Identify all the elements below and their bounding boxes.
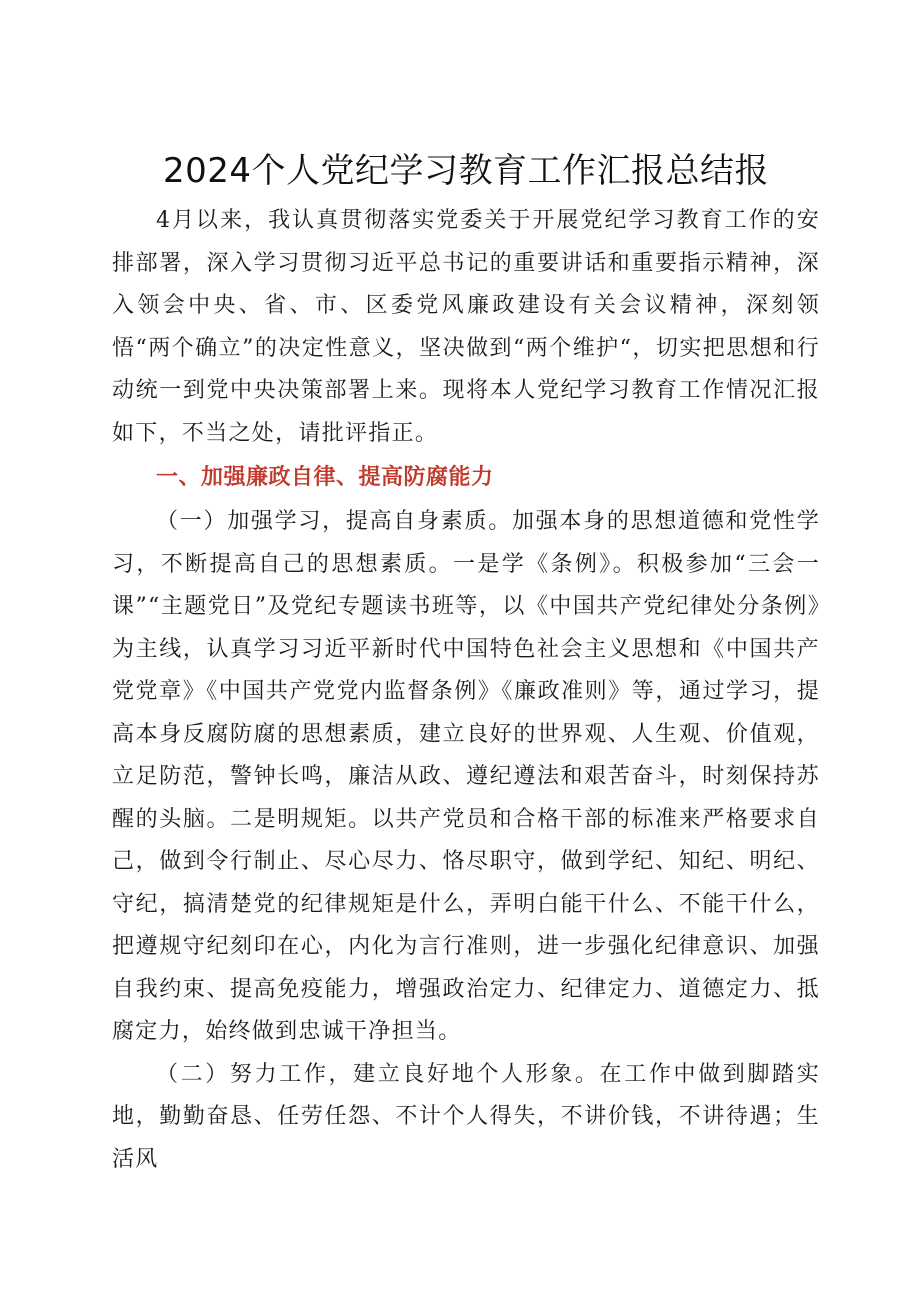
intro-paragraph: 4月以来，我认真贯彻落实党委关于开展党纪学习教育工作的安排部署，深入学习贯彻习近平总书记的重要讲话和重要指示精神，深入领会中央、省、市、区委党风廉政建设有关会议精神，深刻领悟“两个确立”的决定性意义，坚决做到“两个维护“，切实把思想和行动统一到党中央决策部署上来。现将本人党纪学习教育工作情况汇报如下，不当之处，请批评指正。	[112, 208, 820, 446]
section-heading: 一、加强廉政自律、提高防腐能力	[156, 465, 494, 490]
body-paragraph-2: （二）努力工作，建立良好地个人形象。在工作中做到脚踏实地，勤勤奋恳、任劳任怨、不计个人得失，不讲价钱，不讲待遇；生活风	[112, 1061, 820, 1172]
body-paragraph-1: （一）加强学习，提高自身素质。加强本身的思想道德和党性学习，不断提高自己的思想素质。一是学《条例》。积极参加“三会一课”“主题党日”及党纪专题读书班等，以《中国共产党纪律处分条例》为主线，认真学习习近平新时代中国特色社会主义思想和《中国共产党党章》《中国共产党党内监督条例》《廉政准则》等，通过学习，提高本身反腐防腐的思想素质，建立良好的世界观、人生观、价值观，立足防范，警钟长鸣，廉洁从政、遵纪遵法和艰苦奋斗，时刻保持苏醒的头脑。二是明规矩。以共产党员和合格干部的标准来严格要求自己，做到令行制止、尽心尽力、恪尽职守，做到学纪、知纪、明纪、守纪，搞清楚党的纪律规矩是什么，弄明白能干什么、不能干什么，把遵规守纪刻印在心，内化为言行准则，进一步强化纪律意识、加强自我约束、提高免疫能力，增强政治定力、纪律定力、道德定力、抵腐定力，始终做到忠诚干净担当。	[112, 509, 820, 1044]
document-title: 2024个人党纪学习教育工作汇报总结报	[162, 151, 770, 191]
